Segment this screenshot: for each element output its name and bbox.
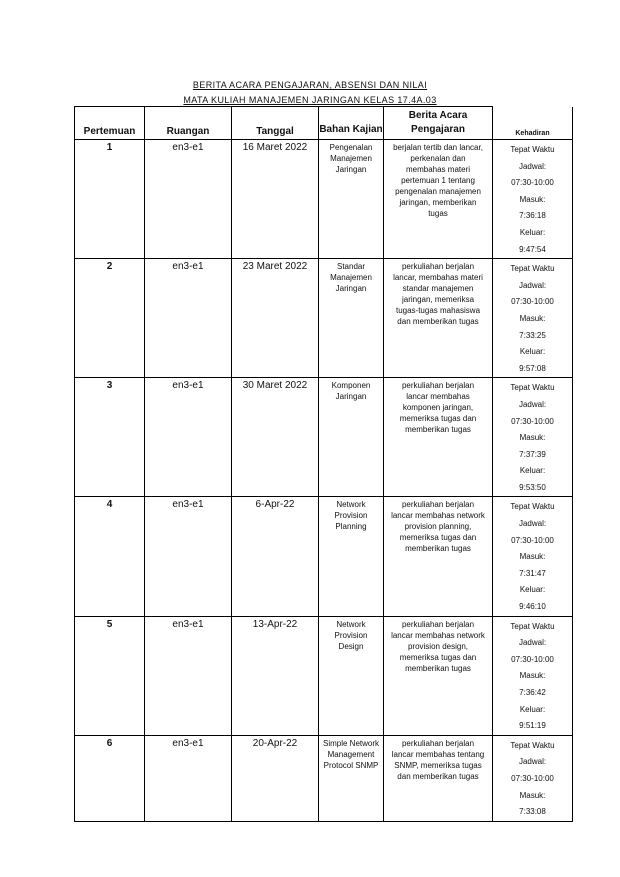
- cell-pertemuan: 4: [75, 497, 145, 616]
- kehadiran-jadwal: 07:30-10:00: [511, 773, 554, 783]
- cell-kehadiran: [493, 616, 573, 735]
- kehadiran-jadwal: 07:30-10:00: [511, 178, 554, 188]
- cell-tanggal: 13-Apr-22: [232, 616, 319, 735]
- cell-ruangan: en3-e1: [145, 616, 232, 735]
- cell-tanggal: 30 Maret 2022: [232, 378, 319, 497]
- table-row: [75, 140, 573, 259]
- kehadiran-keluar-label: Keluar:: [519, 347, 546, 357]
- kehadiran-masuk-label: Masuk:: [519, 671, 546, 681]
- cell-berita-acara: perkuliahan berjalan lancar membahas tentang SNMP, memeriksa tugas dan memberikan tugas: [384, 735, 493, 821]
- cell-tanggal: 6-Apr-22: [232, 497, 319, 616]
- cell-berita-acara: perkuliahan berjalan lancar membahas network provision planning, memeriksa tugas dan memberikan tugas: [384, 497, 493, 616]
- cell-bahan-kajian: Network Provision Design: [319, 616, 384, 735]
- cell-bahan-kajian: Komponen Jaringan: [319, 378, 384, 497]
- cell-ruangan: en3-e1: [145, 378, 232, 497]
- table-row: [75, 616, 573, 735]
- kehadiran-jadwal-label: Jadwal:: [518, 638, 547, 648]
- cell-ruangan: en3-e1: [145, 140, 232, 259]
- kehadiran-masuk-label: Masuk:: [519, 313, 546, 323]
- kehadiran-jadwal-label: Jadwal:: [518, 519, 547, 529]
- cell-kehadiran: [493, 378, 573, 497]
- kehadiran-keluar-label: Keluar:: [519, 704, 546, 714]
- cell-kehadiran: [493, 497, 573, 616]
- kehadiran-jadwal-label: Jadwal:: [518, 280, 547, 290]
- kehadiran-masuk-label: Masuk:: [519, 552, 546, 562]
- cell-tanggal: 20-Apr-22: [232, 735, 319, 821]
- cell-kehadiran: [493, 140, 573, 259]
- table-header-row: [75, 107, 573, 140]
- kehadiran-keluar: 9:53:50: [519, 482, 546, 492]
- kehadiran-jadwal: 07:30-10:00: [511, 535, 554, 545]
- cell-bahan-kajian: Simple Network Management Protocol SNMP: [319, 735, 384, 821]
- cell-pertemuan: 6: [75, 735, 145, 821]
- table-body: [75, 140, 573, 822]
- kehadiran-jadwal-label: Jadwal:: [518, 161, 547, 171]
- kehadiran-keluar: 9:47:54: [519, 244, 546, 254]
- cell-bahan-kajian: Network Provision Planning: [319, 497, 384, 616]
- kehadiran-status: Tepat Waktu: [510, 502, 555, 512]
- kehadiran-keluar-label: Keluar:: [519, 227, 546, 237]
- kehadiran-status: Tepat Waktu: [510, 264, 555, 274]
- header-bahan-kajian: Bahan Kajian: [319, 107, 384, 140]
- kehadiran-masuk-label: Masuk:: [519, 433, 546, 443]
- attendance-table: [74, 106, 573, 822]
- kehadiran-status: Tepat Waktu: [510, 740, 555, 750]
- kehadiran-keluar-label: Keluar:: [519, 585, 546, 595]
- kehadiran-masuk: 7:36:18: [519, 211, 546, 221]
- kehadiran-jadwal: 07:30-10:00: [511, 297, 554, 307]
- cell-tanggal: 23 Maret 2022: [232, 259, 319, 378]
- cell-ruangan: en3-e1: [145, 497, 232, 616]
- cell-berita-acara: perkuliahan berjalan lancar membahas komponen jaringan, memeriksa tugas dan memberikan tugas: [384, 378, 493, 497]
- kehadiran-jadwal-label: Jadwal:: [518, 757, 547, 767]
- kehadiran-masuk: 7:33:08: [519, 807, 546, 817]
- cell-berita-acara: perkuliahan berjalan lancar membahas network provision design, memeriksa tugas dan memberikan tugas: [384, 616, 493, 735]
- kehadiran-keluar: 9:51:19: [519, 721, 546, 731]
- cell-berita-acara: berjalan tertib dan lancar, perkenalan dan membahas materi pertemuan 1 tentang pengenalan manajemen jaringan, memberikan tugas: [384, 140, 493, 259]
- kehadiran-keluar: 9:57:08: [519, 363, 546, 373]
- cell-ruangan: en3-e1: [145, 259, 232, 378]
- cell-ruangan: en3-e1: [145, 735, 232, 821]
- attendance-table-wrapper: [74, 106, 573, 822]
- kehadiran-status: Tepat Waktu: [510, 621, 555, 631]
- document-subtitle: MATA KULIAH MANAJEMEN JARINGAN KELAS 17.4A.03: [183, 95, 437, 105]
- cell-kehadiran: [493, 259, 573, 378]
- kehadiran-masuk-label: Masuk:: [519, 790, 546, 800]
- kehadiran-status: Tepat Waktu: [510, 145, 555, 154]
- header-pertemuan: Pertemuan: [75, 107, 145, 140]
- kehadiran-jadwal: 07:30-10:00: [511, 654, 554, 664]
- cell-bahan-kajian: Pengenalan Manajemen Jaringan: [319, 140, 384, 259]
- kehadiran-keluar: 9:46:10: [519, 602, 546, 612]
- cell-pertemuan: 1: [75, 140, 145, 259]
- table-row: [75, 497, 573, 616]
- kehadiran-keluar-label: Keluar:: [519, 466, 546, 476]
- cell-tanggal: 16 Maret 2022: [232, 140, 319, 259]
- header-ruangan: Ruangan: [145, 107, 232, 140]
- cell-pertemuan: 3: [75, 378, 145, 497]
- table-row: [75, 735, 573, 821]
- header-kehadiran: Kehadiran: [493, 107, 573, 140]
- kehadiran-jadwal: 07:30-10:00: [511, 416, 554, 426]
- cell-kehadiran: [493, 735, 573, 821]
- cell-pertemuan: 2: [75, 259, 145, 378]
- kehadiran-masuk: 7:31:47: [519, 568, 546, 578]
- header-tanggal: Tanggal: [232, 107, 319, 140]
- cell-bahan-kajian: Standar Manajemen Jaringan: [319, 259, 384, 378]
- kehadiran-jadwal-label: Jadwal:: [518, 399, 547, 409]
- kehadiran-status: Tepat Waktu: [510, 383, 555, 393]
- cell-berita-acara: perkuliahan berjalan lancar, membahas materi standar manajemen jaringan, memeriksa tugas-tugas mahasiswa dan memberikan tugas: [384, 259, 493, 378]
- kehadiran-masuk-label: Masuk:: [519, 194, 546, 204]
- kehadiran-masuk: 7:36:42: [519, 688, 546, 697]
- table-row: [75, 259, 573, 378]
- kehadiran-masuk: 7:37:39: [519, 449, 546, 459]
- kehadiran-masuk: 7:33:25: [519, 330, 546, 340]
- header-berita-acara: Berita Acara Pengajaran: [384, 107, 493, 140]
- document-title: BERITA ACARA PENGAJARAN, ABSENSI DAN NILAI: [192, 80, 428, 90]
- table-row: [75, 378, 573, 497]
- cell-pertemuan: 5: [75, 616, 145, 735]
